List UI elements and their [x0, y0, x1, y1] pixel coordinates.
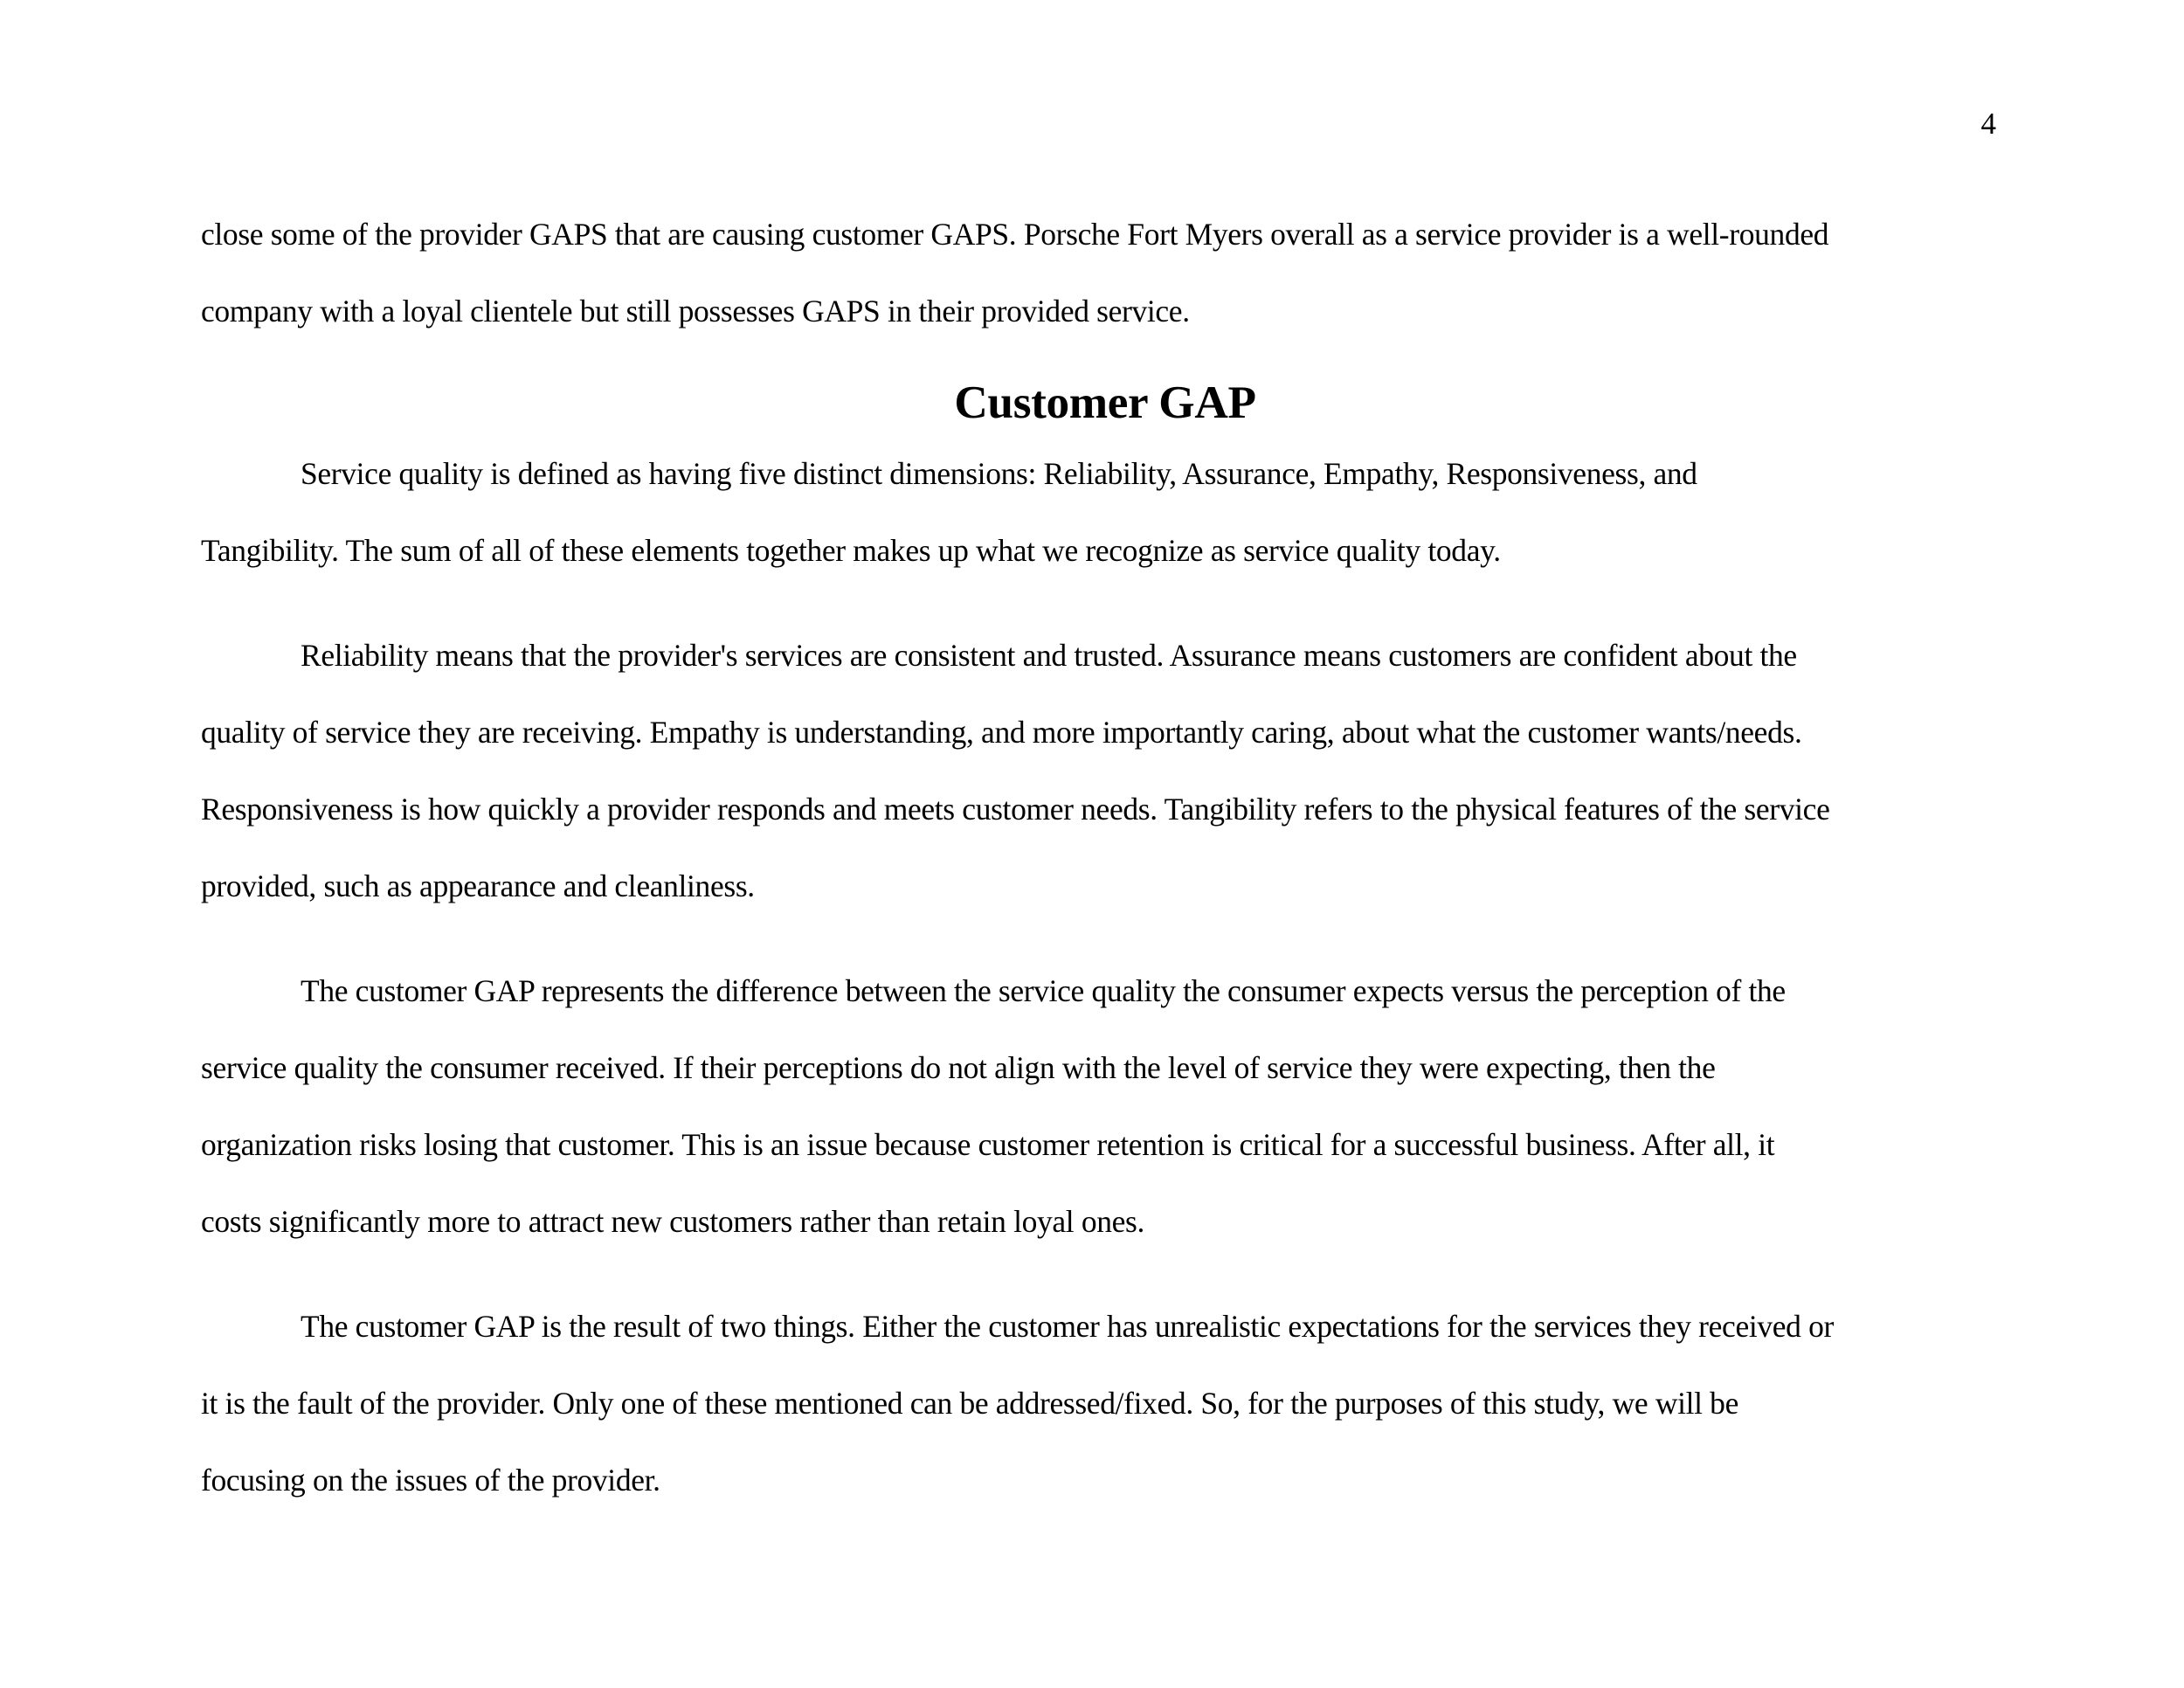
section-heading: Customer GAP	[954, 377, 1256, 428]
text-line: Service quality is defined as having five distinct dimensions: Reliability, Assurance, Empathy, Responsiveness, and	[301, 456, 1697, 491]
paragraph-customer-gap-definition	[201, 952, 2009, 1260]
text-line: provided, such as appearance and cleanliness.	[201, 868, 755, 903]
page-number: 4	[1980, 107, 1996, 141]
document-body	[201, 196, 2009, 1519]
text-line: focusing on the issues of the provider.	[201, 1463, 660, 1498]
paragraph-service-quality	[201, 435, 2009, 589]
text-line: organization risks losing that customer. This is an issue because customer retention is critical for a successful business. After all, it	[201, 1127, 1775, 1162]
text-line: close some of the provider GAPS that are causing customer GAPS. Porsche Fort Myers overall as a service provider is a well-rounded	[201, 217, 1829, 252]
text-line: company with a loyal clientele but still possesses GAPS in their provided service.	[201, 294, 1190, 329]
text-line: The customer GAP represents the difference between the service quality the consumer expects versus the perception of the	[301, 973, 1786, 1008]
paragraph-dimensions	[201, 617, 2009, 924]
text-line: costs significantly more to attract new customers rather than retain loyal ones.	[201, 1204, 1145, 1239]
text-line: Tangibility. The sum of all of these elements together makes up what we recognize as service quality today.	[201, 533, 1501, 568]
text-line: service quality the consumer received. If their perceptions do not align with the level of service they were expecting, then the	[201, 1050, 1716, 1085]
paragraph-intro-continuation	[201, 196, 2009, 349]
text-line: quality of service they are receiving. Empathy is understanding, and more importantly caring, about what the customer wants/needs.	[201, 715, 1802, 750]
text-line: The customer GAP is the result of two things. Either the customer has unrealistic expectations for the services they received or	[301, 1309, 1834, 1344]
text-line: Reliability means that the provider's services are consistent and trusted. Assurance means customers are confident about the	[301, 638, 1797, 673]
paragraph-customer-gap-causes	[201, 1288, 2009, 1519]
text-line: Responsiveness is how quickly a provider responds and meets customer needs. Tangibility refers to the physical features of the service	[201, 792, 1830, 827]
text-line: it is the fault of the provider. Only one of these mentioned can be addressed/fixed. So, for the purposes of this study, we will be	[201, 1386, 1738, 1421]
